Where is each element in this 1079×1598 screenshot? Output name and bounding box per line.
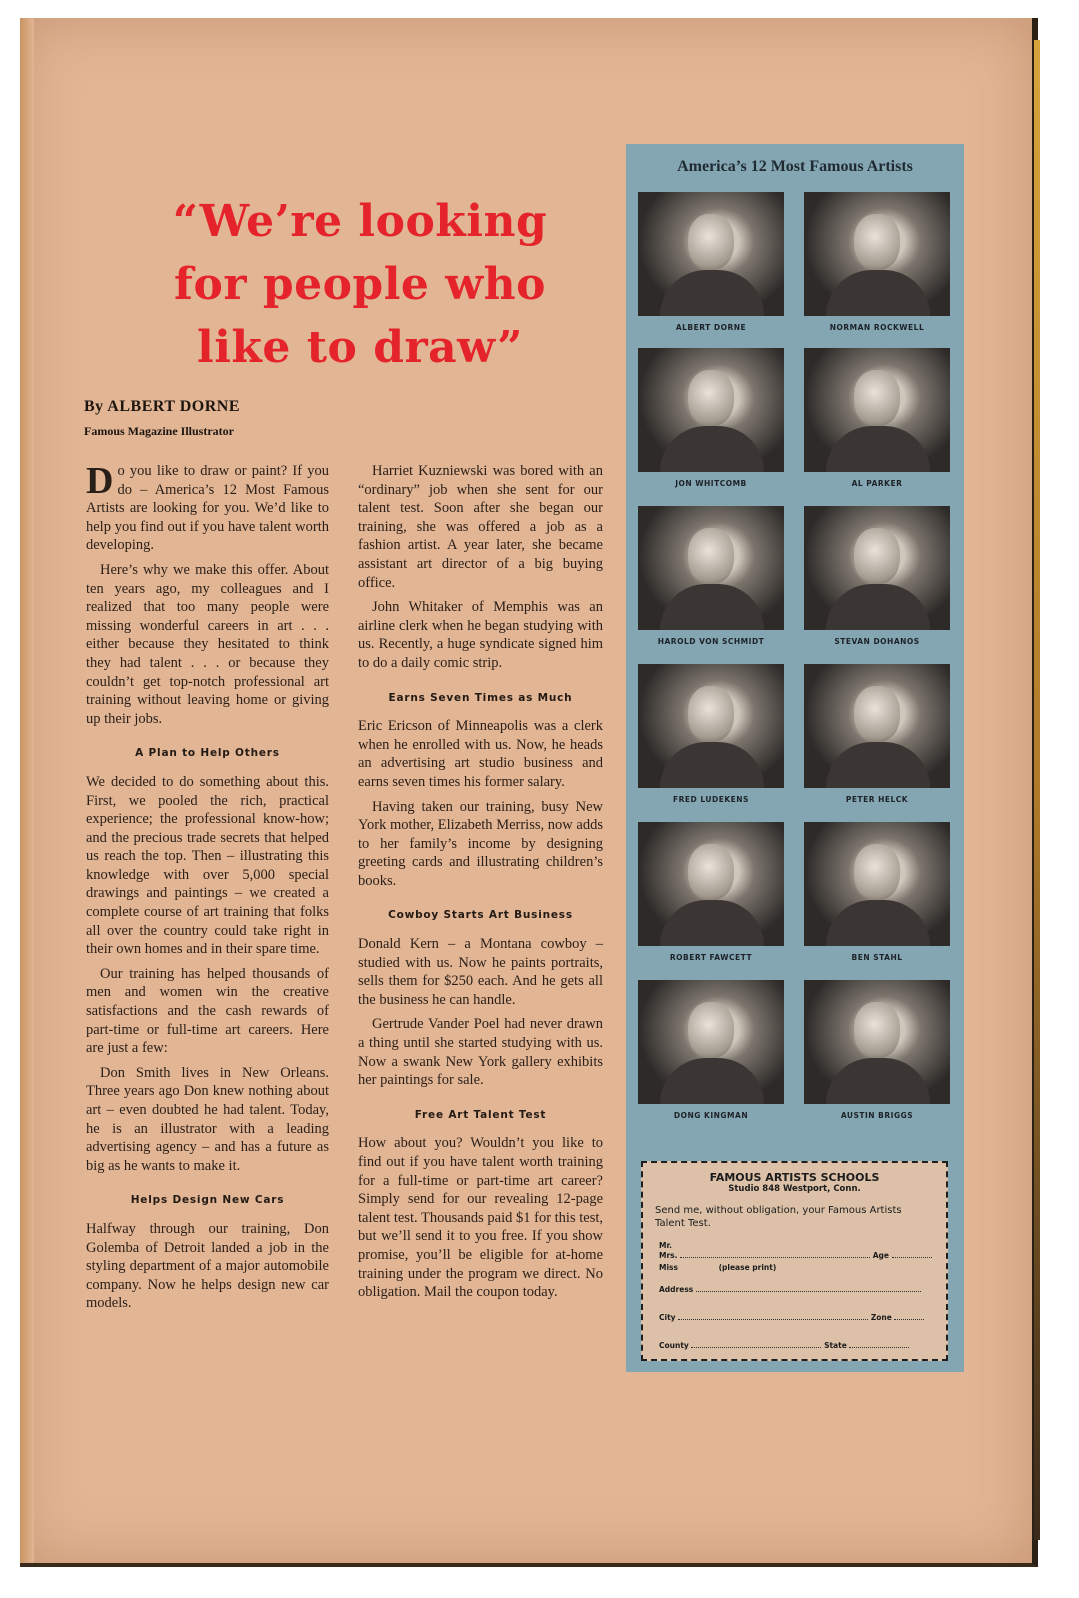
- artist-caption: JON WHITCOMB: [675, 479, 747, 488]
- artist-caption: PETER HELCK: [845, 795, 909, 804]
- subheading: Free Art Talent Test: [414, 1108, 547, 1121]
- label-county: County: [659, 1341, 689, 1350]
- portrait-face: [688, 214, 734, 270]
- drop-cap: D: [86, 460, 114, 502]
- portrait-face: [854, 686, 900, 742]
- portrait-face: [688, 844, 734, 900]
- portrait-body: [826, 900, 930, 946]
- zone-line: [894, 1319, 924, 1320]
- portrait-body: [826, 584, 930, 630]
- label-zone: Zone: [870, 1313, 892, 1322]
- name-line: [680, 1257, 870, 1258]
- artist-photo: [638, 980, 784, 1104]
- portrait-face: [854, 370, 900, 426]
- city-line: [678, 1319, 868, 1320]
- article-column-1: [86, 462, 329, 1319]
- artist-caption: ALBERT DORNE: [675, 323, 747, 332]
- portrait-face: [688, 686, 734, 742]
- paragraph: Eric Ericson of Minneapolis was a clerk when he enrolled with us. Now, he heads an advertising art studio business and earns seven times his former salary.: [358, 718, 603, 790]
- label-mr: Mr.: [659, 1241, 672, 1250]
- paragraph: Gertrude Vander Poel had never drawn a thing until she started studying with us. Now a swank New York gallery exhibits her paintings for sale.: [358, 1016, 603, 1089]
- label-address: Address: [659, 1285, 694, 1294]
- portrait-face: [854, 528, 900, 584]
- artist-caption: FRED LUDEKENS: [673, 795, 749, 804]
- coupon-title: FAMOUS ARTISTS SCHOOLS: [709, 1171, 880, 1184]
- paragraph: Having taken our training, busy New York mother, Elizabeth Merriss, now adds to her family’s income by designing greeting cards and illustrating children’s books.: [358, 798, 603, 889]
- label-city: City: [659, 1313, 676, 1322]
- field-mrs[interactable]: [659, 1251, 932, 1260]
- artist-caption: ROBERT FAWCETT: [669, 953, 753, 962]
- artist-caption: DONG KINGMAN: [673, 1111, 749, 1120]
- portrait-body: [660, 742, 764, 788]
- page-left-edge: [20, 18, 34, 1563]
- artist-caption: AUSTIN BRIGGS: [840, 1111, 914, 1120]
- headline-line-2: for people who: [174, 259, 546, 310]
- portrait-body: [826, 426, 930, 472]
- artist-caption: HAROLD VON SCHMIDT: [657, 637, 765, 646]
- paragraph: Donald Kern – a Montana cowboy – studied with us. Now he paints portraits, sells them for $250 each. And he gets all the business he can handle.: [358, 936, 603, 1008]
- field-mr[interactable]: [659, 1241, 672, 1250]
- portrait-face: [688, 528, 734, 584]
- byline-name: By ALBERT DORNE: [84, 398, 241, 415]
- portrait-body: [660, 584, 764, 630]
- subheading: Earns Seven Times as Much: [388, 691, 573, 704]
- byline-title: Famous Magazine Illustrator: [84, 424, 234, 438]
- artist-photo: [638, 822, 784, 946]
- portrait-body: [826, 270, 930, 316]
- artist-photo: [804, 980, 950, 1104]
- artist-photo: [804, 348, 950, 472]
- paragraph: John Whitaker of Memphis was an airline clerk when he began studying with us. Recently, a huge syndicate signed him to do a daily comic strip.: [358, 599, 603, 671]
- portrait-body: [826, 1058, 930, 1104]
- label-miss: Miss: [659, 1263, 678, 1272]
- subheading: A Plan to Help Others: [135, 747, 280, 760]
- panel-title: America’s 12 Most Famous Artists: [677, 158, 913, 175]
- paragraph: We decided to do something about this. First, we pooled the rich, practical experience; the professional know-how; and the precious trade secrets that helped us reach the top. Then – illustrating this knowledge with over 5,000 special drawings and paintings – we created a complete course of art training that folks all over the country could take right in their own homes and in their spare time.: [86, 773, 329, 958]
- portrait-body: [660, 270, 764, 316]
- portrait-face: [854, 1002, 900, 1058]
- article-column-2: [358, 462, 603, 1308]
- please-print-note: (please print): [718, 1263, 777, 1272]
- headline-line-1: “We’re looking: [172, 196, 548, 247]
- artist-caption: STEVAN DOHANOS: [834, 637, 920, 646]
- coupon-body: Send me, without obligation, your Famous Artists Talent Test.: [655, 1205, 902, 1229]
- artist-caption: AL PARKER: [851, 479, 903, 488]
- artist-photo: [638, 192, 784, 316]
- artist-caption: NORMAN ROCKWELL: [829, 323, 925, 332]
- paragraph: Our training has helped thousands of men and women win the creative satisfactions and the cash rewards of part-time or full-time art careers. Here are just a few:: [86, 965, 329, 1057]
- field-county[interactable]: [659, 1341, 909, 1350]
- field-miss[interactable]: [659, 1263, 776, 1272]
- portrait-body: [826, 742, 930, 788]
- artist-photo: [638, 506, 784, 630]
- artist-caption: BEN STAHL: [851, 953, 903, 962]
- label-age: Age: [872, 1251, 889, 1260]
- artist-photo: [638, 664, 784, 788]
- artist-photo: [804, 822, 950, 946]
- order-coupon[interactable]: [641, 1161, 948, 1361]
- paragraph: Halfway through our training, Don Golemba of Detroit landed a job in the styling department of a major automobile company. Now he helps design new car models.: [86, 1220, 329, 1312]
- age-line: [892, 1257, 932, 1258]
- portrait-body: [660, 900, 764, 946]
- coupon-studio: Studio 848 Westport, Conn.: [728, 1184, 861, 1194]
- portrait-body: [660, 426, 764, 472]
- portrait-body: [660, 1058, 764, 1104]
- paragraph: Don Smith lives in New Orleans. Three years ago Don knew nothing about art – even doubted he had talent. Today, he is an illustrator with a leading advertising agency – and has a future as big as he wants to make it.: [86, 1064, 329, 1174]
- label-state: State: [824, 1341, 847, 1350]
- paragraph-text: o you like to draw or paint? If you do – America’s 12 Most Famous Artists are looking for you. We’d like to help you find out if you have talent worth developing.: [86, 463, 329, 554]
- artist-photo: [804, 506, 950, 630]
- headline: [150, 190, 570, 379]
- field-address[interactable]: [659, 1285, 921, 1294]
- subheading: Cowboy Starts Art Business: [388, 909, 573, 922]
- cover-edge-strip: [1034, 40, 1040, 1540]
- county-line: [691, 1347, 821, 1348]
- artist-photo: [804, 664, 950, 788]
- state-line: [849, 1347, 909, 1348]
- portrait-face: [688, 1002, 734, 1058]
- paragraph: Here’s why we make this offer. About ten years ago, my colleagues and I realized that too many people were missing wonderful careers in art . . . either because they hesitated to think they had talent . . . or because they couldn’t get top-notch professional art training without leaving home or giving up their jobs.: [86, 561, 329, 727]
- paragraph: [86, 462, 329, 555]
- subheading: Helps Design New Cars: [130, 1194, 285, 1207]
- field-city[interactable]: [659, 1313, 924, 1322]
- portrait-face: [854, 844, 900, 900]
- headline-line-3: like to draw”: [197, 322, 523, 373]
- artist-photo: [804, 192, 950, 316]
- address-line: [696, 1291, 921, 1292]
- portrait-face: [854, 214, 900, 270]
- artist-photo: [638, 348, 784, 472]
- label-mrs: Mrs.: [659, 1251, 678, 1260]
- paragraph: Harriet Kuzniewski was bored with an “ordinary” job when she sent for our talent test. Soon after she began our training, she was offered a job as a fashion artist. A year later, she became assistant art director of a big buying office.: [358, 463, 603, 591]
- paragraph: How about you? Wouldn’t you like to find out if you have talent worth training for a full-time or part-time art career? Simply send for our revealing 12-page talent test. Thousands paid $1 for this test, but we’ll send it to you free. If you show promise, you’ll be eligible for at-home training under the program we direct. No obligation. Mail the coupon today.: [358, 1135, 603, 1301]
- portrait-face: [688, 370, 734, 426]
